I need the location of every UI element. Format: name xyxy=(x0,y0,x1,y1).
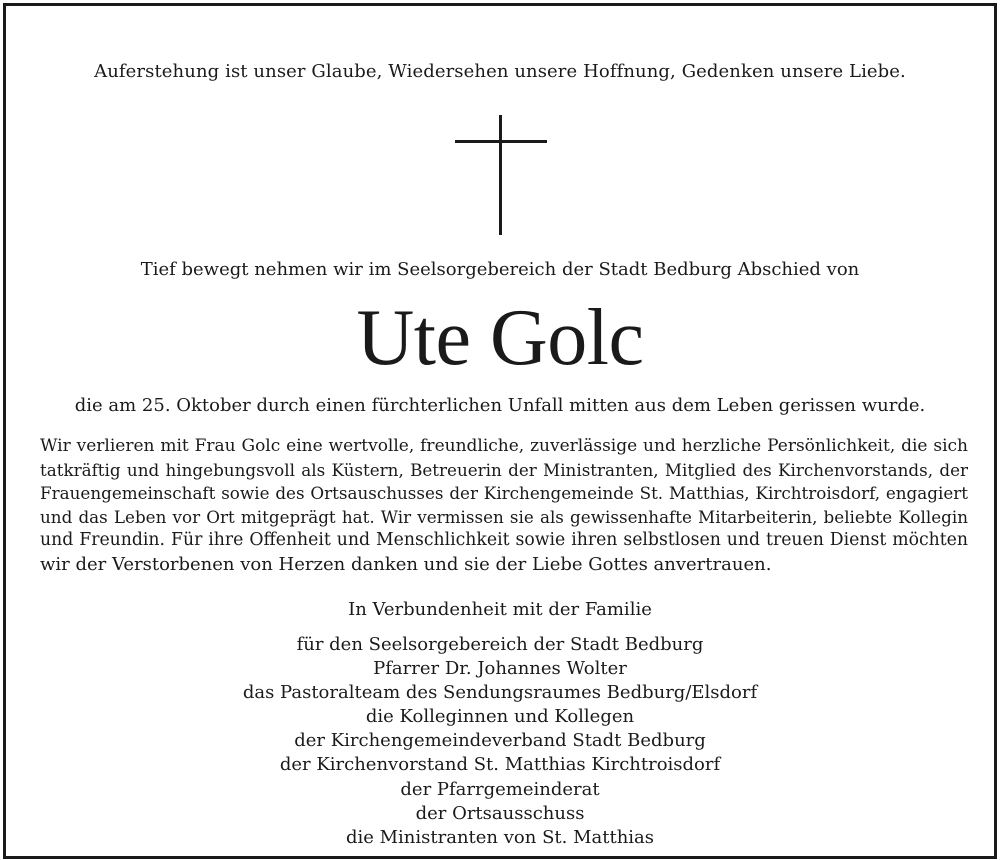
motto-text: Auferstehung ist unser Glaube, Wiedersehen unsere Hoffnung, Gedenken unsere Liebe. xyxy=(94,61,906,82)
signer-item: das Pastoralteam des Sendungsraumes Bedburg/Elsdorf xyxy=(242,682,758,704)
signer-item: der Pfarrgemeinderat xyxy=(400,778,600,800)
tribute-paragraph xyxy=(40,435,968,576)
tribute-line: tatkräftig und hingebungsvoll als Küstern, Betreuerin der Ministranten, Mitglied des Kirchenvorstands, der xyxy=(40,459,968,480)
deceased-name: Ute Golc xyxy=(356,294,644,382)
closing-line: In Verbundenheit mit der Familie xyxy=(348,599,652,620)
signer-list xyxy=(6,633,994,850)
signer-item: für den Seelsorgebereich der Stadt Bedburg xyxy=(296,634,704,655)
signer-item: der Kirchenvorstand St. Matthias Kirchtroisdorf xyxy=(279,754,721,776)
tribute-line: Wir verlieren mit Frau Golc eine wertvolle, freundliche, zuverlässige und herzliche Persönlichkeit, die sich xyxy=(40,436,968,456)
signer-item: die Kolleginnen und Kollegen xyxy=(365,706,635,728)
cross-horizontal-beam xyxy=(455,140,547,143)
signer-item: Pfarrer Dr. Johannes Wolter xyxy=(373,658,627,680)
obituary-frame xyxy=(3,3,997,859)
tribute-line: wir der Verstorbenen von Herzen danken und sie der Liebe Gottes anvertrauen. xyxy=(40,553,772,575)
signer-item: der Ortsausschuss xyxy=(415,802,585,824)
death-notice-subtitle: die am 25. Oktober durch einen fürchterlichen Unfall mitten aus dem Leben gerissen wurde. xyxy=(74,395,926,416)
cross-vertical-beam xyxy=(499,115,502,235)
tribute-line: Frauengemeinschaft sowie des Ortsauschusses der Kirchengemeinde St. Matthias, Kirchtroisdorf, engagiert xyxy=(40,483,968,503)
tribute-line: und Freundin. Für ihre Offenheit und Menschlichkeit sowie ihren selbstlosen und treuen Dienst möchten xyxy=(40,530,968,550)
signer-item: der Kirchengemeindeverband Stadt Bedburg xyxy=(294,730,706,752)
tribute-line: und das Leben vor Ort mitgeprägt hat. Wir vermissen sie als gewissenhafte Mitarbeiterin, beliebte Kollegin xyxy=(40,506,968,527)
intro-text: Tief bewegt nehmen wir im Seelsorgebereich der Stadt Bedburg Abschied von xyxy=(140,259,860,280)
signer-item: die Ministranten von St. Matthias xyxy=(345,826,655,848)
cross-icon xyxy=(455,115,547,235)
